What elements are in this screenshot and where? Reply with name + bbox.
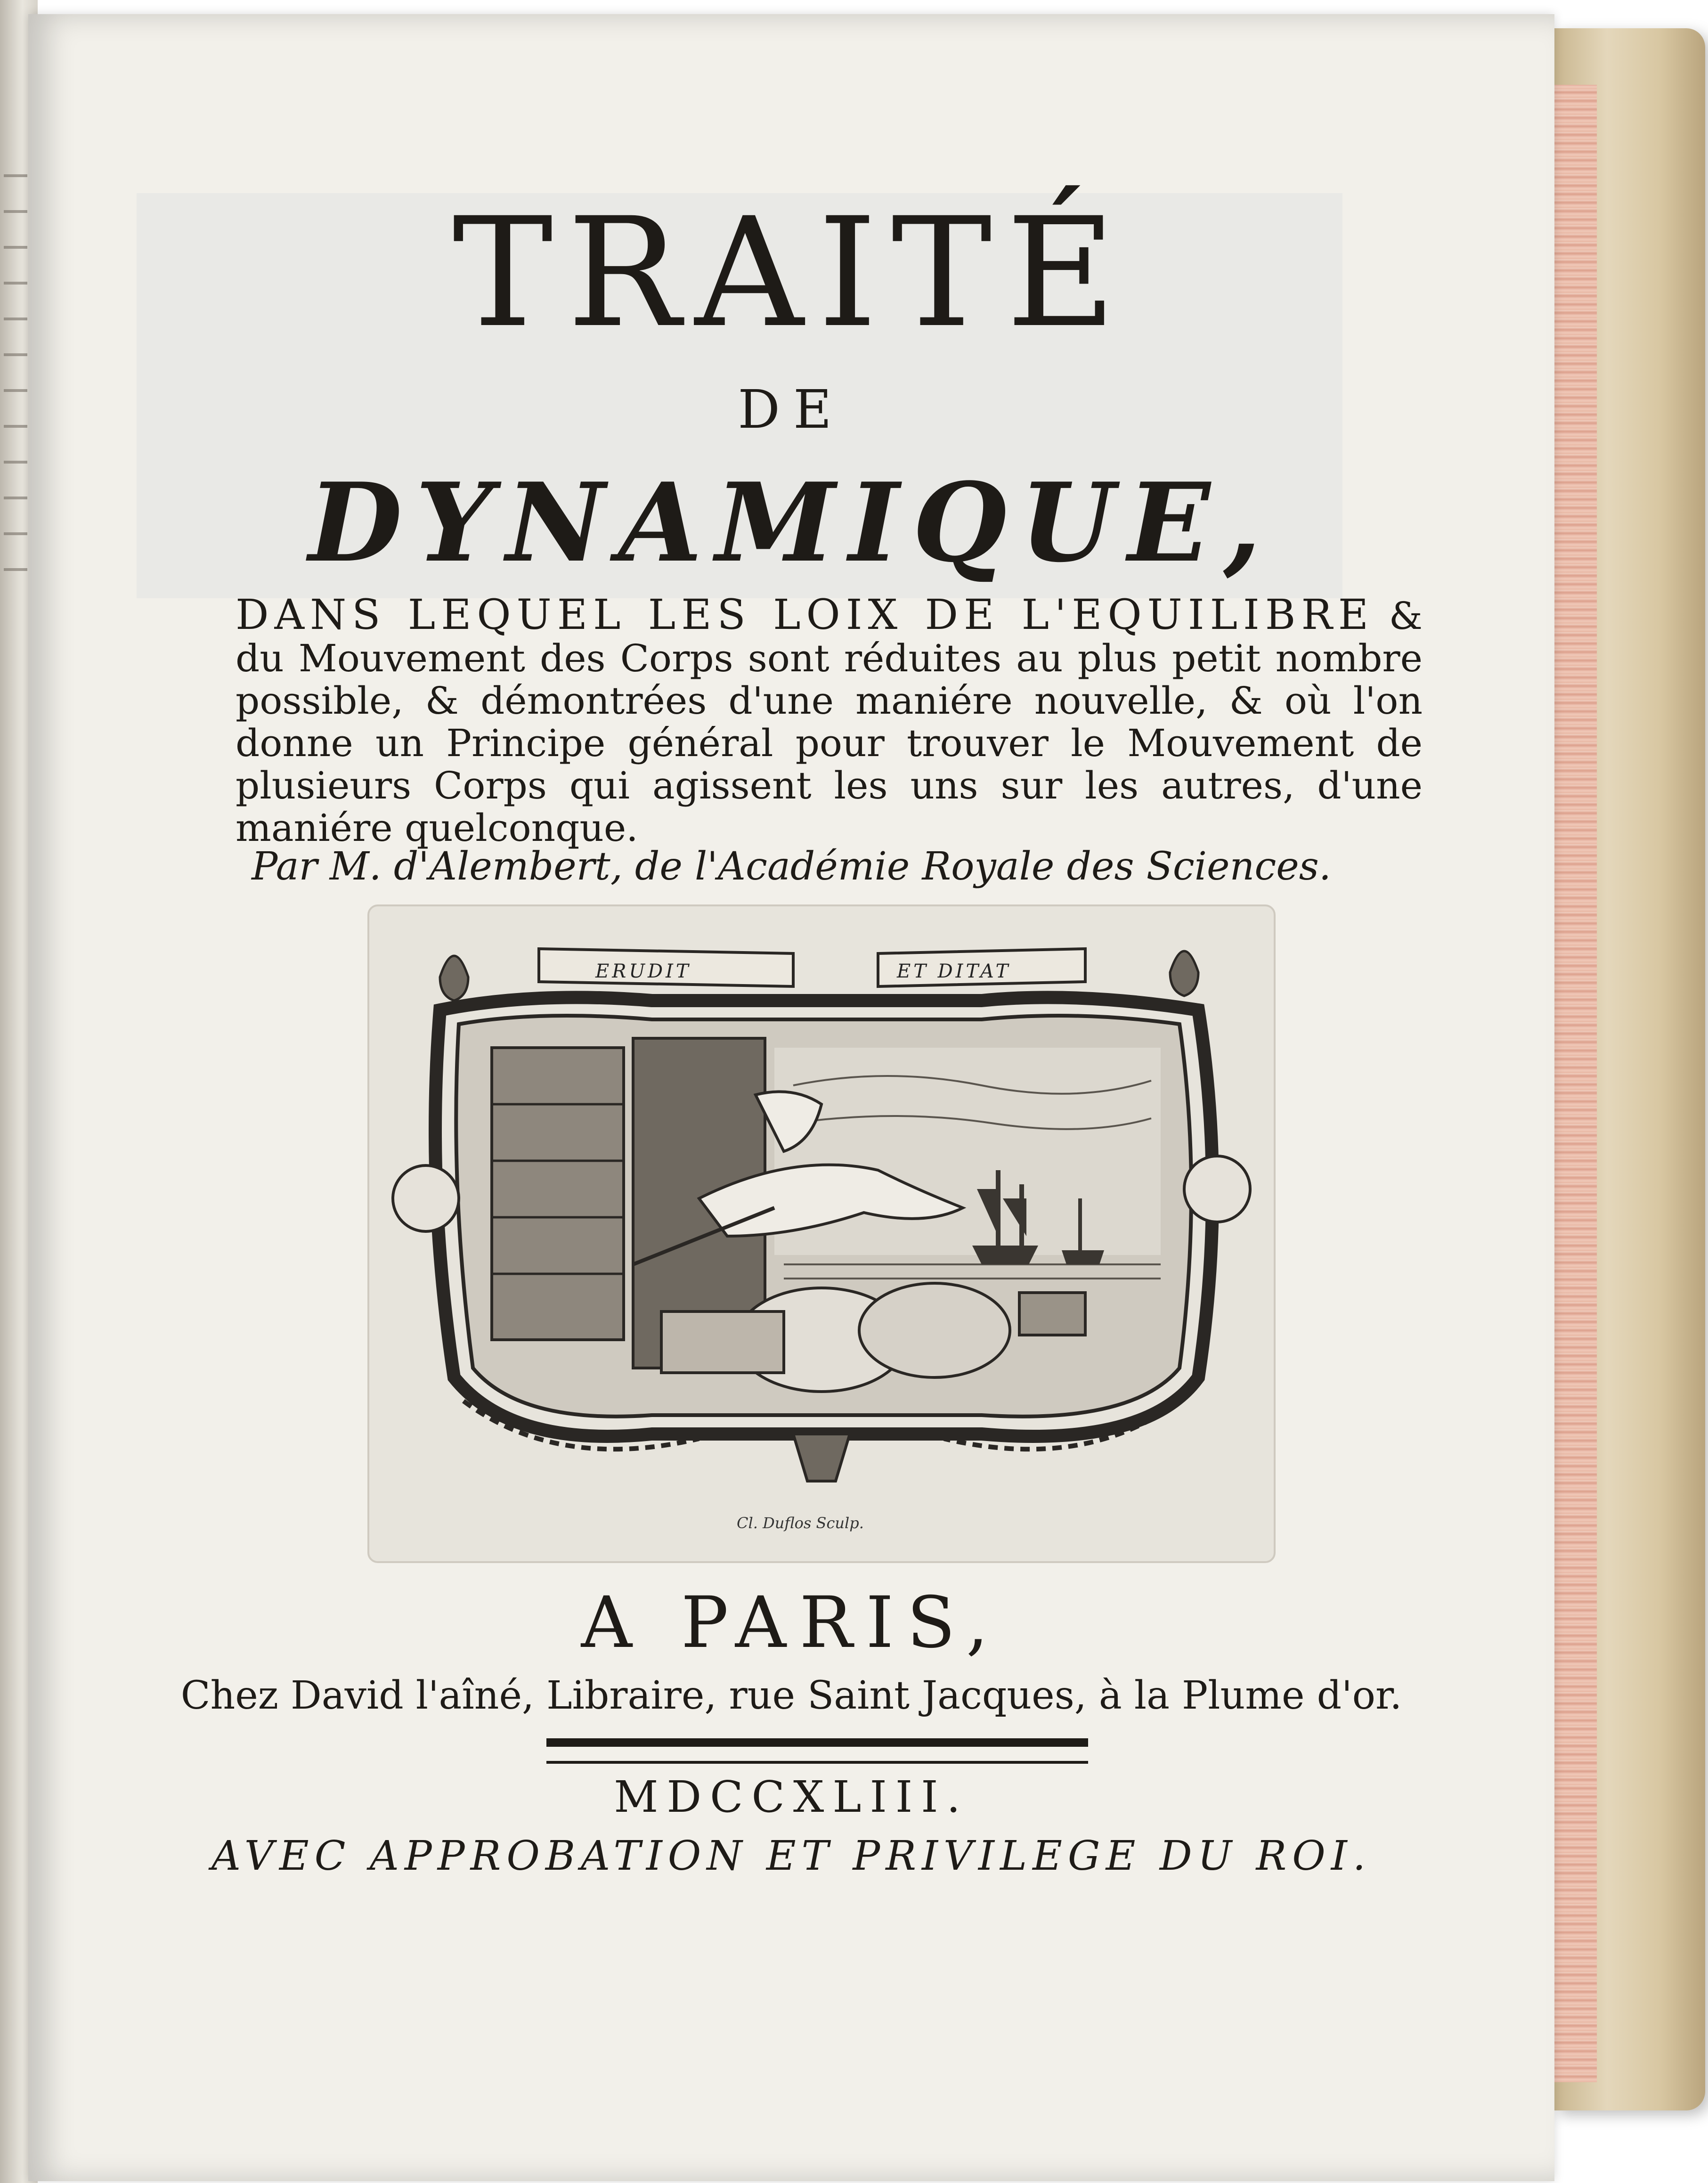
- engraver-signature: Cl. Duflos Sculp.: [737, 1514, 864, 1532]
- book-title: TRAITÉ: [452, 186, 1131, 361]
- royal-privilege-line: AVEC APPROBATION ET PRIVILEGE DU ROI.: [211, 1833, 1372, 1880]
- description-text: & du Mouvement des Corps sont réduites au plus petit nombre possible, & démontrées d'une maniére nouvelle, & où l'on donne un Principe général pour trouver le Mouvement de plusieurs Corps qui agissent les uns sur les autres, d'une maniére quelconque.: [236, 594, 1423, 850]
- author-line: Par M. d'Alembert, de l'Académie Royale des Sciences.: [252, 844, 1331, 889]
- imprint-year: MDCCXLIII.: [614, 1772, 969, 1822]
- imprint-publisher: Chez David l'aîné, Libraire, rue Saint Jacques, à la Plume d'or.: [180, 1673, 1402, 1718]
- printer-device-engraving: [367, 904, 1276, 1563]
- title-page: [28, 14, 1554, 2181]
- description-lead: DANS LEQUEL LES LOIX DE L'EQUILIBRE: [236, 590, 1374, 639]
- double-rule-divider: [546, 1738, 1088, 1764]
- engraving-motto-left: ERUDIT: [595, 961, 691, 982]
- book-subject: DYNAMIQUE,: [308, 459, 1275, 586]
- title-description: [236, 590, 1423, 850]
- facing-page-text-fragments: [4, 141, 32, 1272]
- imprint-place: A PARIS,: [581, 1582, 1002, 1664]
- title-connector: DE: [738, 379, 845, 440]
- engraving-illustration: [369, 906, 1274, 1561]
- engraving-motto-right: ET DITAT: [897, 961, 1011, 982]
